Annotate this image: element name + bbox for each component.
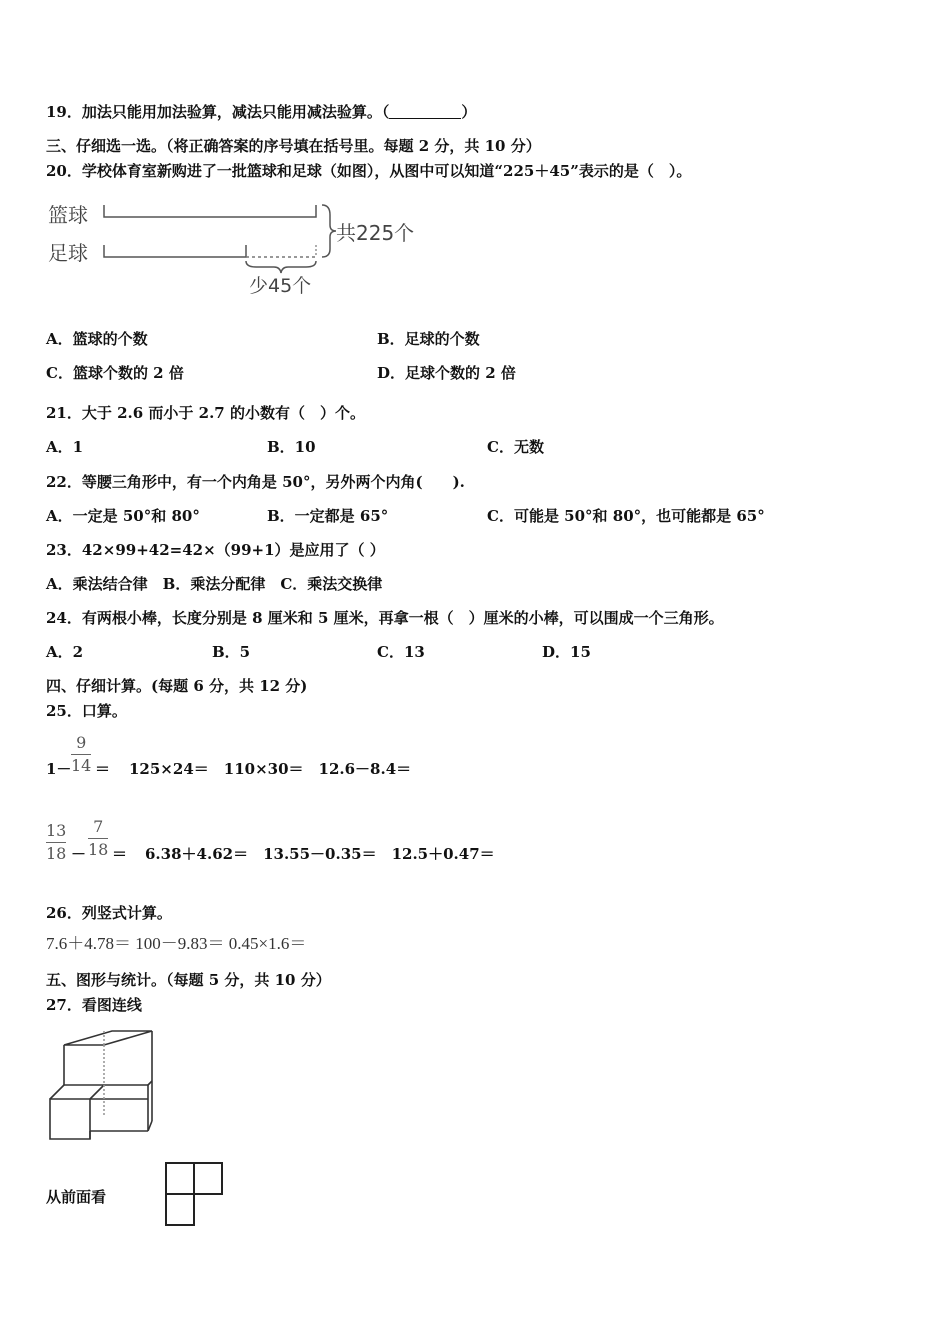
figure-label-football: 足球: [48, 241, 88, 265]
q22-option-a[interactable]: A．一定是 50°和 80°: [46, 507, 200, 525]
q20-option-d[interactable]: D．足球个数的 2 倍: [377, 364, 516, 382]
q25-row1-lead: 1－: [46, 760, 72, 778]
q20-option-c[interactable]: C．篮球个数的 2 倍: [46, 364, 184, 382]
q21-option-a[interactable]: A．1: [46, 438, 84, 456]
question-19: [46, 102, 476, 122]
q25-row1-eq: ＝: [95, 760, 111, 778]
fraction-denominator: 18: [88, 840, 109, 859]
q22-stem: 22．等腰三角形中，有一个内角是 50°，另外两个内角( ).: [46, 473, 465, 491]
q21-stem: 21．大于 2.6 而小于 2.7 的小数有（ ）个。: [46, 404, 365, 422]
q22-option-b[interactable]: B．一定都是 65°: [267, 507, 389, 525]
q19-answer-blank[interactable]: [389, 104, 461, 119]
q23-options[interactable]: A．乘法结合律 B．乘法分配律 C．乘法交换律: [46, 575, 383, 593]
q24-option-a[interactable]: A．2: [46, 643, 84, 661]
q26-expressions: 7.6＋4.78＝ 100－9.83＝ 0.45×1.6＝: [46, 934, 307, 953]
q20-stem: 20．学校体育室新购进了一批篮球和足球（如图），从图中可以知道“225＋45”表示的是（ ）。: [46, 162, 692, 180]
figure-total-label: 共225个: [336, 221, 415, 245]
q24-option-d[interactable]: D．15: [542, 643, 591, 661]
basketball-bar: [104, 205, 316, 217]
q20-figure: [46, 195, 446, 305]
q24-stem: 24．有两根小棒，长度分别是 8 厘米和 5 厘米，再拿一根（ ）厘米的小棒，可以围成一个三角形。: [46, 609, 724, 627]
q25-title: 25．口算。: [46, 702, 127, 720]
fraction-bar: [46, 842, 66, 843]
figure-bars: [46, 195, 446, 305]
q24-option-b[interactable]: B．5: [212, 643, 251, 661]
q25-row2-fraction-1: [46, 821, 66, 864]
q21-option-c[interactable]: C．无数: [487, 438, 544, 456]
q19-text: 19．加法只能用加法验算，减法只能用减法验算。（: [46, 103, 390, 121]
q25-row2-items: 6.38＋4.62＝ 13.55－0.35＝ 12.5＋0.47＝: [145, 845, 495, 863]
q25-row2-minus: －: [71, 845, 87, 863]
q21-option-b[interactable]: B．10: [267, 438, 316, 456]
total-brace: [322, 205, 336, 257]
fraction-bar: [88, 838, 108, 839]
fraction-denominator: 14: [71, 756, 92, 775]
fraction-numerator: 13: [46, 821, 67, 840]
q20-option-a[interactable]: A．篮球的个数: [46, 330, 148, 348]
figure-less-label: 少45个: [249, 275, 312, 297]
q23-stem: 23．42×99+42=42×（99+1）是应用了（ ）: [46, 541, 385, 559]
figure-label-basketball: 篮球: [48, 203, 88, 227]
football-bar: [104, 245, 246, 257]
section-5-title: 五、图形与统计。（每题 5 分，共 10 分）: [46, 971, 331, 989]
q26-title: 26．列竖式计算。: [46, 904, 172, 922]
q25-row1-items: 125×24＝ 110×30＝ 12.6－8.4＝: [129, 760, 412, 778]
q27-title: 27．看图连线: [46, 996, 142, 1014]
q25-row2-eq: ＝: [112, 845, 128, 863]
fraction-numerator: 9: [76, 733, 87, 752]
section-4-title: 四、仔细计算。(每题 6 分，共 12 分): [46, 677, 308, 695]
fraction-bar: [71, 754, 91, 755]
q24-option-c[interactable]: C．13: [377, 643, 425, 661]
q20-option-b[interactable]: B．足球的个数: [377, 330, 480, 348]
q25-row2-fraction-2: [88, 817, 108, 860]
fraction-denominator: 18: [46, 844, 67, 863]
front-view-grid[interactable]: [164, 1161, 224, 1227]
fraction-numerator: 7: [93, 817, 104, 836]
cube-stack-figure: [44, 1027, 164, 1147]
q19-close: ）: [461, 103, 477, 121]
section-3-title: 三、仔细选一选。（将正确答案的序号填在括号里。每题 2 分，共 10 分）: [46, 137, 541, 155]
q27-front-view-label: 从前面看: [46, 1188, 107, 1206]
q22-option-c[interactable]: C．可能是 50°和 80°，也可能都是 65°: [487, 507, 765, 525]
q25-row1-fraction: [71, 733, 91, 776]
